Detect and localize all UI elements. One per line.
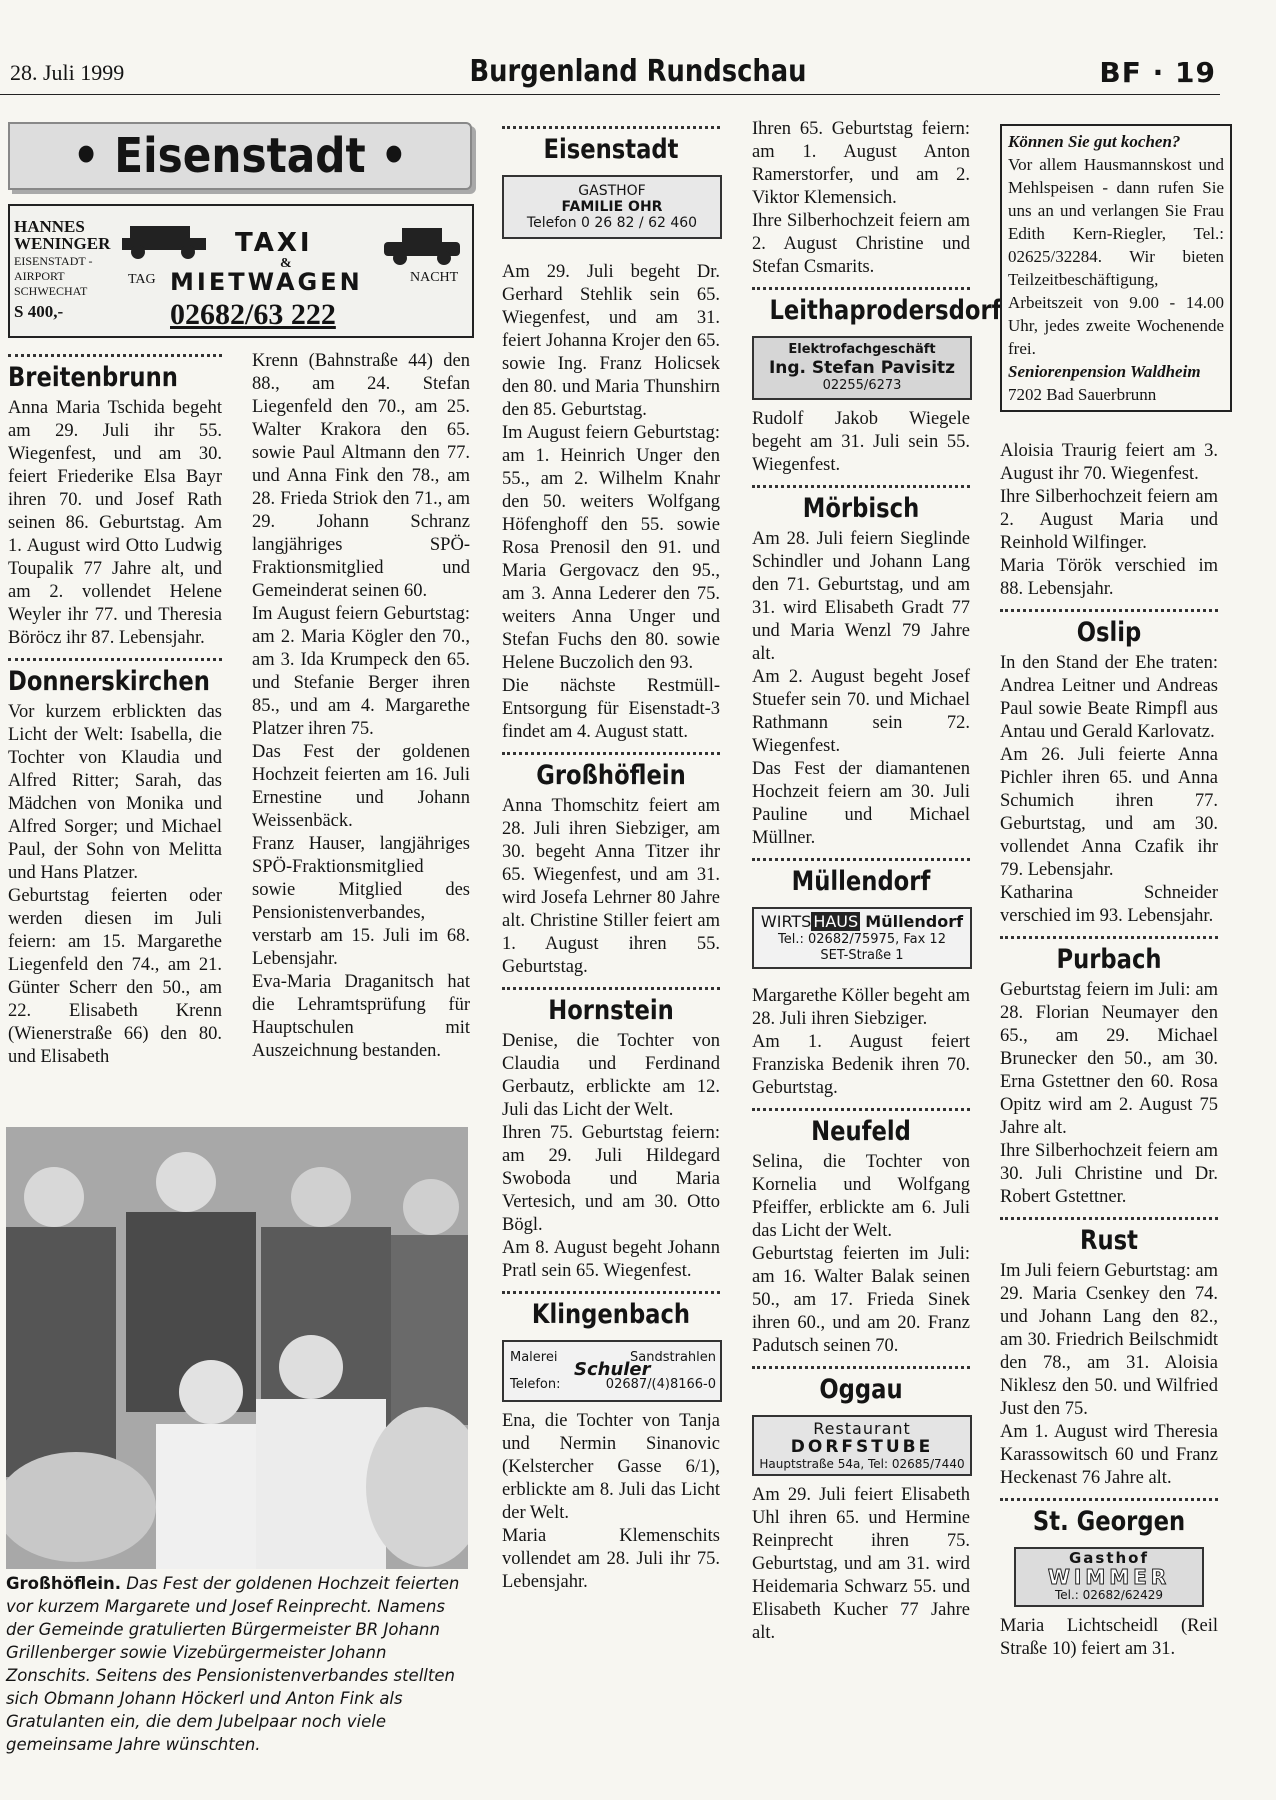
divider xyxy=(1000,936,1218,939)
donnerskirchen-cont-4: Franz Hauser, langjähriges SPÖ-Fraktionsmitglied sowie Mitglied des Pensionistenverbandes, verstarb am 15. Juli im 68. Lebensjahr. xyxy=(252,834,470,969)
taxi-ad-mietwagen: MIETWAGEN xyxy=(170,268,363,296)
eisenstadt-banner xyxy=(8,122,472,190)
eisenstadt-text-3: Die nächste Restmüll-Entsorgung für Eisenstadt-3 findet am 4. August statt. xyxy=(502,676,720,742)
heading-neufeld: Neufeld xyxy=(811,1116,911,1147)
eisenstadt-cont-2: Ihre Silberhochzeit feiern am 2. August Christine und Stefan Csmarits. xyxy=(752,211,970,277)
eisenstadt-text-1: Am 29. Juli begeht Dr. Gerhard Stehlik sein 65. Wiegenfest, und am 31. feiert Johanna Krojer den 65. sowie Ing. Franz Holicsek den 80. und Maria Thunshirn den 85. Geburtstag. xyxy=(502,262,720,420)
classic-car-icon xyxy=(380,222,465,268)
divider xyxy=(752,485,970,488)
job-ad-address: 7202 Bad Sauerbrunn xyxy=(1008,385,1157,404)
job-ad-text: Vor allem Hausmannskost und Mehlspeisen - dann rufen Sie uns an und verlangen Sie Frau Edith Kern-Riegler, Tel.: 02625/32284. Wir bieten Teilzeitbeschäftigung, Arbeitszeit von 9.00 - 14.00 Uhr, jedes zweite Wochenende frei. xyxy=(1008,155,1224,358)
col5-text-1: Aloisia Traurig feiert am 3. August ihr 70. Wiegenfest. xyxy=(1000,441,1218,484)
heading-donnerskirchen: Donnerskirchen xyxy=(8,666,210,697)
heading-rust: Rust xyxy=(1080,1225,1138,1256)
divider xyxy=(502,987,720,990)
job-ad-name: Seniorenpension Waldheim xyxy=(1008,362,1201,381)
heading-purbach: Purbach xyxy=(1056,944,1162,975)
leithaprodersdorf-text: Rudolf Jakob Wiegele begeht am 31. Juli sein 55. Wiegenfest. xyxy=(752,409,970,475)
newspaper-title: Burgenland Rundschau xyxy=(469,54,807,89)
eisenstadt-text-2: Im August feiern Geburtstag: am 1. Heinrich Unger den 55., am 2. Wilhelm Knahr den 50. weiters Wolfgang Höfenghoff den 55. sowie Rosa Prenosil den 91. und Maria Gergovacz den 95., am 3. Anna Lederer den 75. weiters Anna Unger und Stefan Fuchs den 80. sowie Helene Buczolich den 93. xyxy=(502,423,720,673)
issue-date: 28. Juli 1999 xyxy=(10,60,125,85)
divider xyxy=(502,1291,720,1294)
moerbisch-text-3: Das Fest der diamantenen Hochzeit feiern am 30. Juli Pauline und Michael Müllner. xyxy=(752,759,970,848)
header-rule xyxy=(0,94,1220,95)
divider xyxy=(8,658,222,661)
purbach-text-1: Geburtstag feiern im Juli: am 28. Florian Neumayer den 65., am 29. Michael Brunecker den 50., am 30. Erna Gstettner den 60. Rosa Opitz wird am 2. August 75 Jahre alt. xyxy=(1000,980,1218,1138)
column-3 xyxy=(502,118,720,1594)
eisenstadt-cont-1: Ihren 65. Geburtstag feiern: am 1. August Anton Ramerstorfer, und am 2. Viktor Klemensich. xyxy=(752,119,970,208)
ad-pavisitz: Elektrofachgeschäft Ing. Stefan Pavisitz 02255/6273 xyxy=(752,336,972,400)
donnerskirchen-text-2: Geburtstag feierten oder werden diesen im Juli feiern: am 15. Margarethe Liegenfeld den 74., am 21. Günter Scherr den 50., am 22. Elisabeth Krenn (Wienerstraße 66) den 80. und Elisabeth xyxy=(8,886,222,1067)
ad-gasthof-ohr: GASTHOF FAMILIE OHR Telefon 0 26 82 / 62 460 xyxy=(502,175,722,239)
heading-oggau: Oggau xyxy=(819,1374,903,1405)
photo-caption xyxy=(6,1572,468,1756)
st-georgen-text: Maria Lichtscheidl (Reil Straße 10) feiert am 31. xyxy=(1000,1616,1218,1659)
heading-klingenbach: Klingenbach xyxy=(531,1299,691,1330)
vintage-car-icon xyxy=(120,212,210,262)
oslip-text-1: In den Stand der Ehe traten: Andrea Leitner und Andreas Paul sowie Beate Rimpfl aus Antau und Gerald Karlovatz. xyxy=(1000,653,1218,742)
job-ad-question: Können Sie gut kochen? xyxy=(1008,132,1181,151)
heading-moerbisch: Mörbisch xyxy=(802,493,920,524)
column-5 xyxy=(1000,440,1218,1661)
ad-dorfstube: Restaurant DORFSTUBE Hauptstraße 54a, Tel: 02685/7440 xyxy=(752,1415,972,1476)
donnerskirchen-cont-3: Das Fest der goldenen Hochzeit feierten am 16. Juli Ernestine und Johann Weissenbäck. xyxy=(252,742,470,831)
heading-grosshoeflein: Großhöflein xyxy=(536,760,686,791)
donnerskirchen-cont-5: Eva-Maria Draganitsch hat die Lehramtsprüfung für Hauptschulen mit Auszeichnung bestanden. xyxy=(252,972,470,1061)
divider xyxy=(1000,609,1218,612)
job-ad-box xyxy=(1000,124,1232,412)
caption-text: Das Fest der goldenen Hochzeit feierten vor kurzem Margarete und Josef Reinprecht. Namens der Gemeinde gratulierten Bürgermeister BR Johann Grillenberger sowie Vizebürgermeister Johann Zonschits. Seitens des Pensionistenverbandes stellten sich Obmann Johann Höckerl und Anton Fink als Gratulanten ein, die dem Jubelpaar noch viele gemeinsame Jahre wünschten. xyxy=(6,1574,460,1754)
column-1 xyxy=(8,346,222,1069)
donnerskirchen-cont-2: Im August feiern Geburtstag: am 2. Maria Kögler den 70., am 3. Ida Krumpeck den 65. und Stefanie Berger ihren 85., und am 4. Margarethe Platzer ihren 75. xyxy=(252,604,470,739)
heading-st-georgen: St. Georgen xyxy=(1032,1506,1186,1537)
heading-breitenbrunn: Breitenbrunn xyxy=(8,362,178,393)
divider xyxy=(752,1108,970,1111)
oslip-text-2: Am 26. Juli feierte Anna Pichler ihren 65. und Anna Schumich ihren 77. Geburtstag, und am 30. vollendet Anna Czafik ihr 79. Lebensjahr. xyxy=(1000,745,1218,880)
col5-text-3: Maria Török verschied im 88. Lebensjahr. xyxy=(1000,556,1218,599)
muellendorf-text-1: Margarethe Köller begeht am 28. Juli ihren Siebziger. xyxy=(752,986,970,1029)
col5-text-2: Ihre Silberhochzeit feiern am 2. August Maria und Reinhold Wilfinger. xyxy=(1000,487,1218,553)
divider xyxy=(1000,1217,1218,1220)
page-number: BF · 19 xyxy=(1099,56,1216,89)
banner-label: • Eisenstadt • xyxy=(72,128,408,184)
divider xyxy=(752,1366,970,1369)
divider xyxy=(752,287,970,290)
taxi-ad xyxy=(8,204,474,338)
heading-hornstein: Hornstein xyxy=(548,995,674,1026)
taxi-ad-name: HANNES WENINGER xyxy=(14,217,111,253)
oggau-text: Am 29. Juli feiert Elisabeth Uhl ihren 65. und Hermine Reinprecht ihren 75. Geburtstag, und am 31. wird Heidemaria Schwarz 55. und Elisabeth Kucher 77 Jahre alt. xyxy=(752,1485,970,1643)
taxi-ad-nacht: NACHT xyxy=(410,270,459,285)
rust-text-2: Am 1. August wird Theresia Karassowitsch 60 und Franz Heckenast 76 Jahre alt. xyxy=(1000,1422,1218,1488)
taxi-ad-route: EISENSTADT - AIRPORT SCHWECHAT xyxy=(14,254,93,298)
column-4 xyxy=(752,118,1002,1645)
hornstein-text-3: Am 8. August begeht Johann Pratl sein 65. Wiegenfest. xyxy=(502,1238,720,1281)
ad-schuler: Malerei Sandstrahlen Schuler Telefon: 02687/(4)8166-0 xyxy=(502,1340,722,1402)
muellendorf-text-2: Am 1. August feiert Franziska Bedenik ihren 70. Geburtstag. xyxy=(752,1032,970,1098)
taxi-ad-amp: & xyxy=(280,256,292,271)
ad-wirtshaus: WIRTS HAUS Müllendorf Tel.: 02682/75975, Fax 12 SET-Straße 1 xyxy=(752,907,972,969)
anniversary-photo xyxy=(6,1127,468,1569)
divider xyxy=(8,354,222,357)
column-2 xyxy=(252,350,470,1063)
divider xyxy=(752,858,970,861)
klingenbach-text-2: Maria Klemenschits vollendet am 28. Juli ihr 75. Lebensjahr. xyxy=(502,1526,720,1592)
taxi-ad-phone: 02682/63 222 xyxy=(170,298,336,331)
taxi-ad-tag: TAG xyxy=(128,272,156,287)
neufeld-text-1: Selina, die Tochter von Kornelia und Wolfgang Pfeiffer, erblickte am 6. Juli das Licht der Welt. xyxy=(752,1152,970,1241)
moerbisch-text-1: Am 28. Juli feiern Sieglinde Schindler und Johann Lang den 71. Geburtstag, und am 31. wird Elisabeth Gradt 77 und Maria Wenzl 79 Jahre alt. xyxy=(752,529,970,664)
donnerskirchen-text: Vor kurzem erblickten das Licht der Welt: Isabella, die Tochter von Klaudia und Alfred Ritter; Sarah, das Mädchen von Monika und Alfred Sorger; und Michael Paul, der Sohn von Melitta und Hans Platzer. xyxy=(8,702,222,883)
purbach-text-2: Ihre Silberhochzeit feiern am 30. Juli Christine und Dr. Robert Gstettner. xyxy=(1000,1141,1218,1207)
heading-eisenstadt: Eisenstadt xyxy=(543,134,679,165)
heading-leithaprodersdorf: Leithaprodersdorf xyxy=(769,295,1002,326)
divider xyxy=(502,752,720,755)
oslip-text-3: Katharina Schneider verschied im 93. Lebensjahr. xyxy=(1000,883,1218,926)
taxi-ad-taxi: TAXI xyxy=(235,228,313,258)
caption-lead: Großhöflein. xyxy=(6,1574,122,1593)
breitenbrunn-text: Anna Maria Tschida begeht am 29. Juli ihr 55. Wiegenfest, und am 30. feiert Friederike Elsa Bayr ihren 70. und Josef Rath seinen 86. Geburtstag. Am 1. August wird Otto Ludwig Toupalik 77 Jahre alt, und am 2. vollendet Helene Weyler ihr 77. und Theresia Böröcz ihr 87. Lebensjahr. xyxy=(8,398,222,648)
grosshoeflein-text: Anna Thomschitz feiert am 28. Juli ihren Siebziger, am 30. begeht Anna Titzer ihr 65. Wiegenfest, und am 31. wird Josefa Lehrner 80 Jahre alt. Christine Stiller feiert am 1. August ihren 55. Geburtstag. xyxy=(502,796,720,977)
neufeld-text-2: Geburtstag feierten im Juli: am 16. Walter Balak seinen 50., am 17. Frieda Sinek ihren 60., und am 20. Franz Padutsch seinen 70. xyxy=(752,1244,970,1356)
ad-gasthof-wimmer: Gasthof WIMMER Tel.: 02682/62429 xyxy=(1014,1547,1204,1607)
divider xyxy=(502,126,720,129)
taxi-ad-price: S 400,- xyxy=(14,302,64,321)
hornstein-text-1: Denise, die Tochter von Claudia und Ferdinand Gerbautz, erblickte am 12. Juli das Licht der Welt. xyxy=(502,1031,720,1120)
hornstein-text-2: Ihren 75. Geburtstag feiern: am 29. Juli Hildegard Swoboda und Maria Vertesich, und am 30. Otto Bögl. xyxy=(502,1123,720,1235)
moerbisch-text-2: Am 2. August begeht Josef Stuefer sein 70. und Michael Rathmann sein 72. Wiegenfest. xyxy=(752,667,970,756)
klingenbach-text-1: Ena, die Tochter von Tanja und Nermin Sinanovic (Kelstercher Gasse 6/1), erblickte am 8. Juli das Licht der Welt. xyxy=(502,1411,720,1523)
group-photo-image xyxy=(6,1127,468,1569)
heading-oslip: Oslip xyxy=(1076,617,1142,648)
divider xyxy=(1000,1498,1218,1501)
donnerskirchen-cont-1: Krenn (Bahnstraße 44) den 88., am 24. Stefan Liegenfeld den 70., am 25. Walter Krakora den 65. sowie Paul Altmann den 77. und Anna Fink den 78., am 28. Frieda Striok den 71., am 29. Johann Schranz langjähriges SPÖ-Fraktionsmitglied und Gemeinderat seinen 60. xyxy=(252,351,470,601)
heading-muellendorf: Müllendorf xyxy=(791,866,931,897)
rust-text-1: Im Juli feiern Geburtstag: am 29. Maria Csenkey den 74. und Johann Lang den 82., am 30. Friedrich Beilschmidt den 78., am 31. Aloisia Niklesz den 50. und Wilfried Just den 75. xyxy=(1000,1261,1218,1419)
